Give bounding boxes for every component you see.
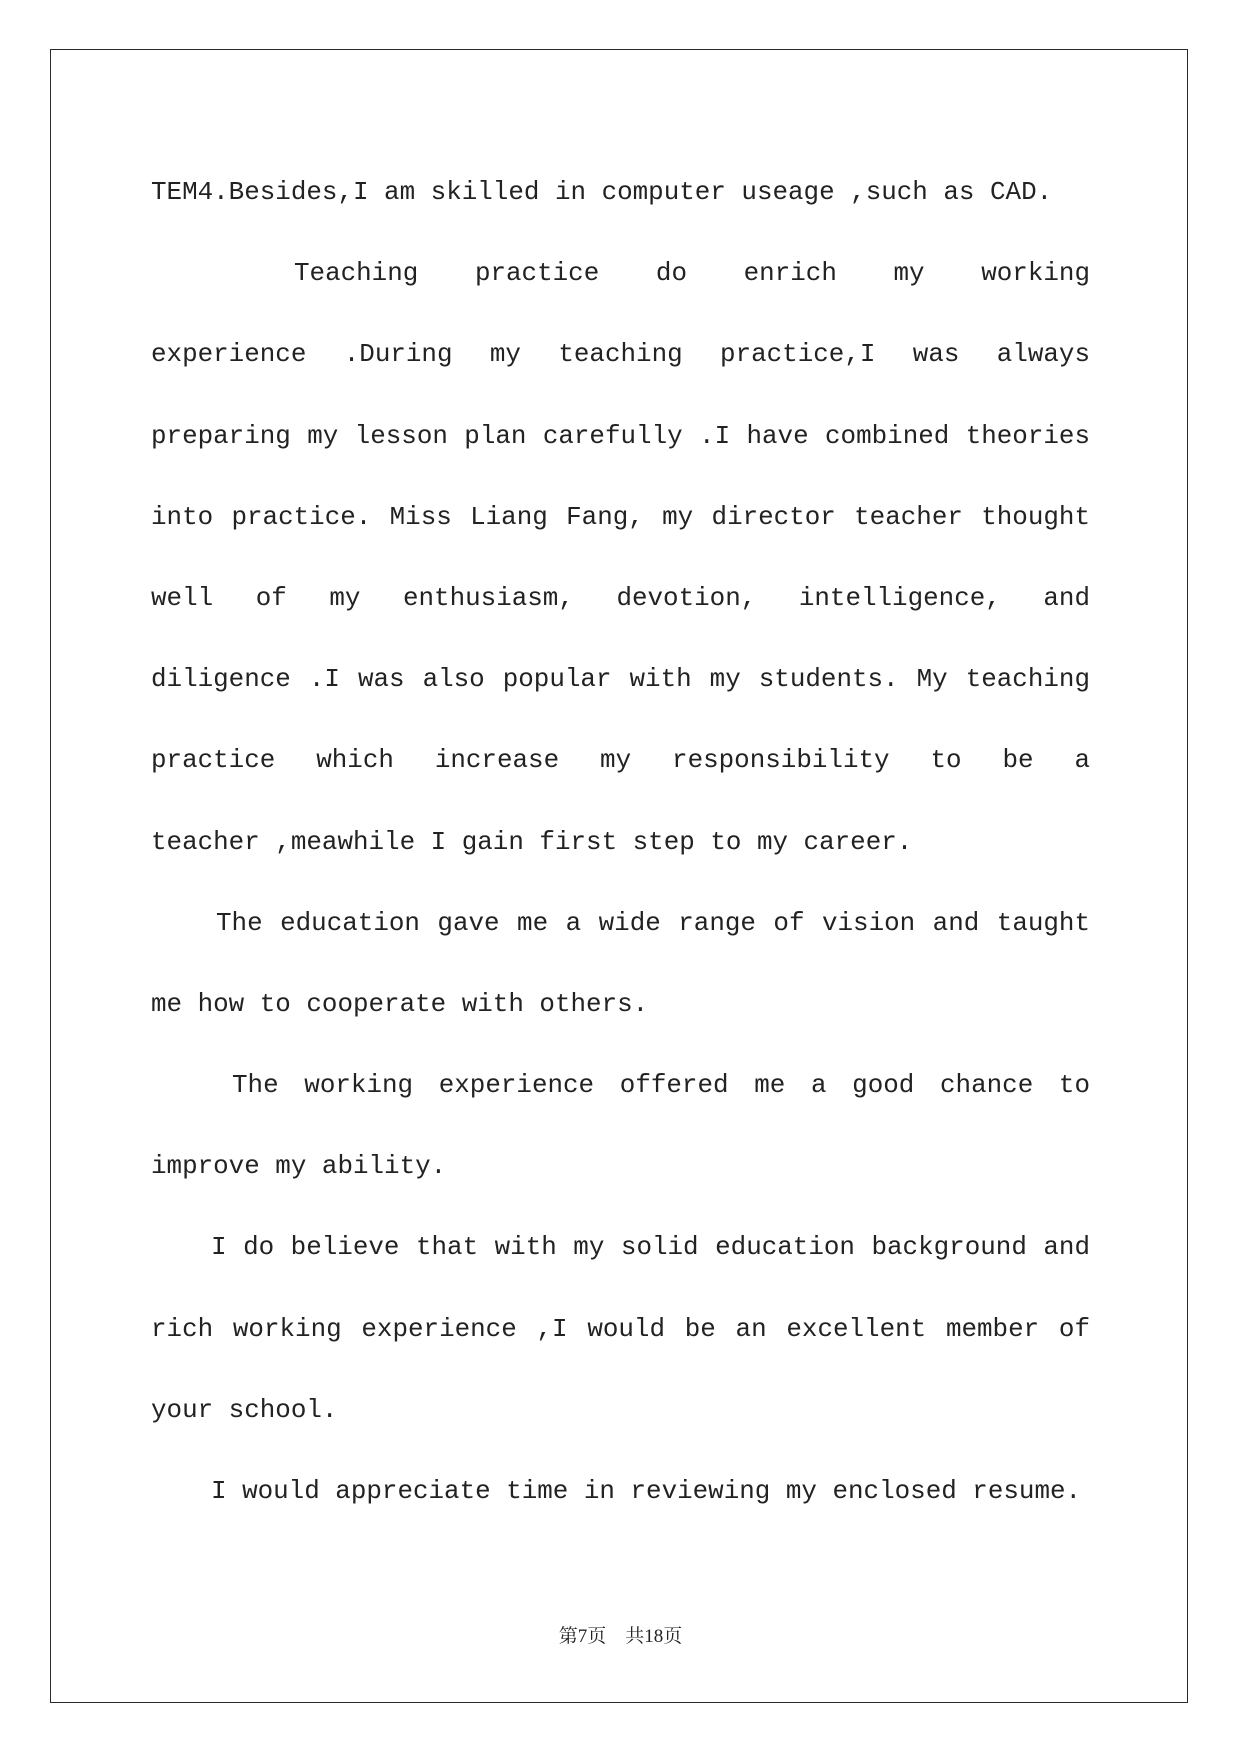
page-total: 共18页 — [625, 1626, 683, 1647]
text-line: me how to cooperate with others. — [151, 988, 649, 1019]
text-line: your school. — [151, 1394, 338, 1425]
text-line: rich working experience ,I would be an excellent member of — [151, 1313, 1090, 1344]
paragraph — [151, 1207, 1090, 1451]
text-line: I would appreciate time in reviewing my enclosed resume. — [211, 1476, 1082, 1506]
text-line: Teaching practice do enrich my working — [294, 258, 1090, 289]
text-line: improve my ability. — [151, 1151, 447, 1182]
text-line: experience .During my teaching practice,I was always — [151, 339, 1090, 370]
text-line: well of my enthusiasm, devotion, intelligence, and — [151, 582, 1090, 613]
text-line: teacher ,meawhile I gain first step to my career. — [151, 826, 913, 857]
text-line: into practice. Miss Liang Fang, my director teacher thought — [151, 501, 1090, 532]
page-number: 第7页 — [558, 1626, 607, 1647]
text-line: preparing my lesson plan carefully .I have combined theories — [151, 420, 1090, 451]
text-line: practice which increase my responsibility to be a — [151, 745, 1090, 776]
page-footer — [0, 1625, 1241, 1649]
text-line: TEM4.Besides,I am skilled in computer useage ,such as CAD. — [151, 177, 1053, 207]
body-text — [151, 152, 1090, 1532]
paragraph — [151, 1045, 1090, 1207]
paragraph — [151, 1451, 1090, 1532]
text-line: I do believe that with my solid education background and — [211, 1232, 1090, 1263]
paragraph — [151, 883, 1090, 1045]
paragraph — [151, 233, 1090, 883]
text-line: The education gave me a wide range of vision and taught — [216, 907, 1090, 938]
text-line: The working experience offered me a good chance to — [232, 1070, 1090, 1101]
text-line: diligence .I was also popular with my students. My teaching — [151, 664, 1090, 695]
paragraph — [151, 152, 1090, 233]
